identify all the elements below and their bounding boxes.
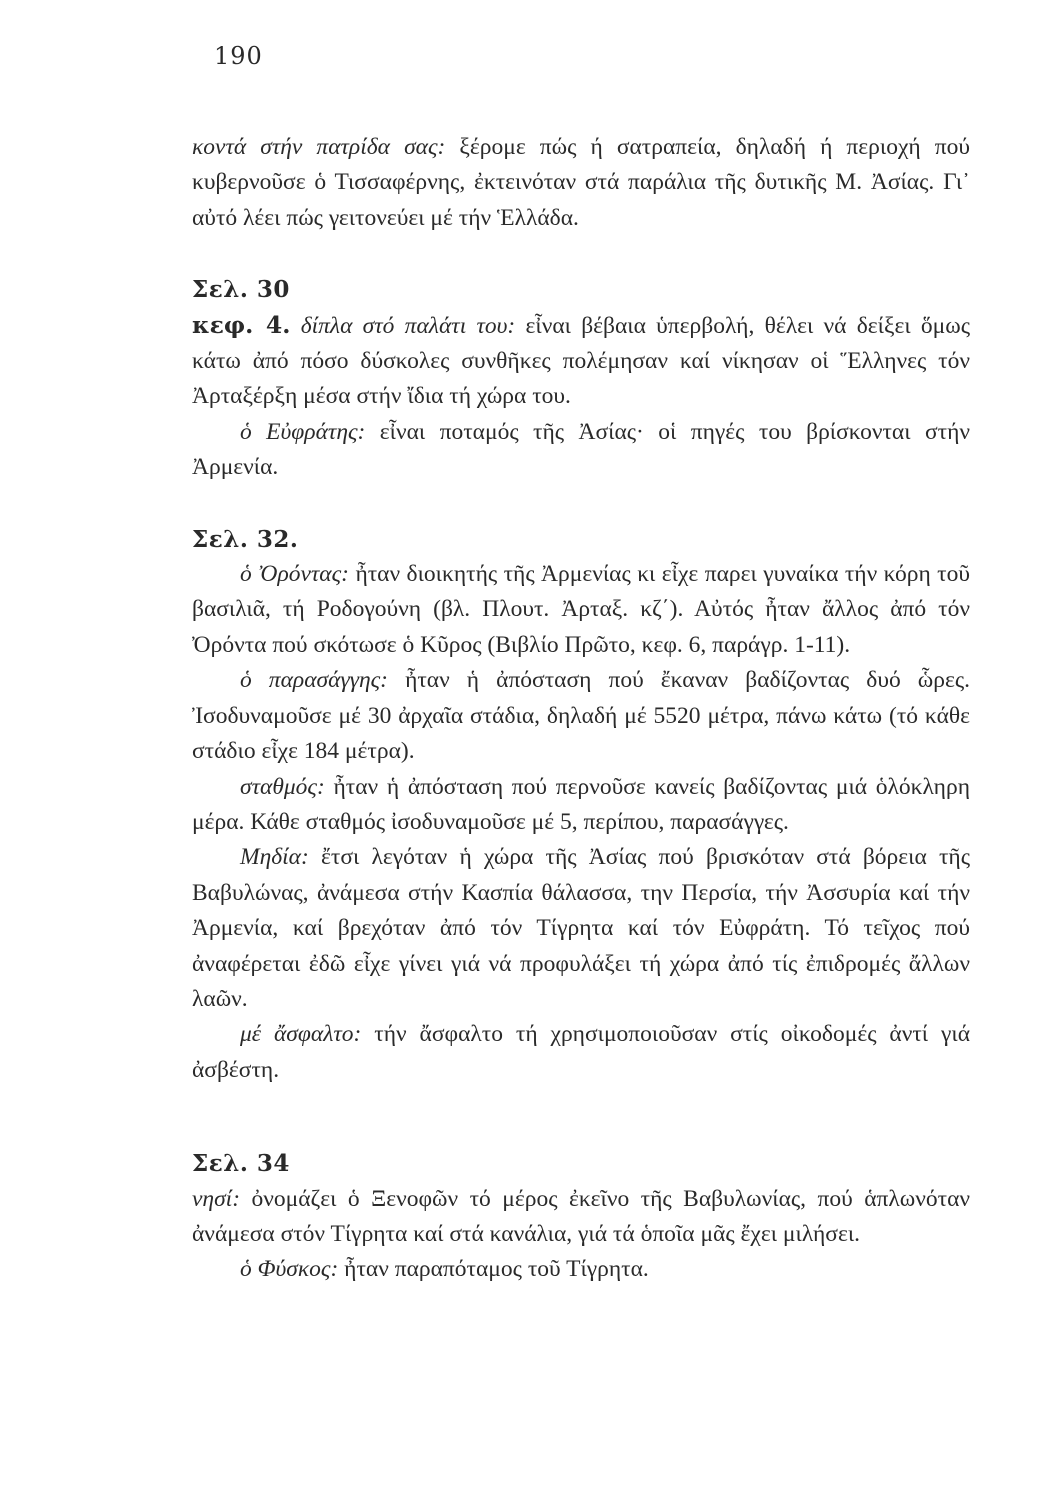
entry-text: ἦταν διοικητής τῆς Ἀρμενίας κι εἶχε παρει γυναίκα τήν κόρη τοῦ βασιλιᾶ, τή Ροδογούνη (βλ. Πλουτ. Ἀρταξ. κζ΄). Αὐτός ἦταν ἄλλος ἀπό τόν Ὀρόντα πού σκότωσε ὁ Κῦρος (Βιβλίο Πρῶτο, κεφ. 6, παράγρ. 1-11).	[192, 561, 970, 658]
entry-text: τήν ἄσφαλτο τή χρησιμοποιοῦσαν στίς οἰκοδομές ἀντί γιά ἀσβέστη.	[192, 1021, 971, 1083]
entry-term: νησί:	[192, 1185, 241, 1212]
entry-term: δίπλα στό παλάτι του:	[300, 312, 516, 339]
page-number: 190	[214, 42, 263, 70]
entry-term: ὁ Εὐφράτης:	[240, 418, 366, 445]
section-heading: Σελ. 30	[192, 276, 290, 304]
entry-text: ἦταν ἡ ἀπόσταση πού περνοῦσε κανείς βαδίζοντας μιά ὁλόκληρη μέρα. Κάθε σταθμός ἰσοδυναμοῦσε μέ 5, περίπου, παρασάγγες.	[192, 773, 970, 835]
page-body	[192, 130, 970, 1288]
entry	[192, 663, 970, 769]
entry-term: Μηδία:	[240, 844, 309, 871]
entry-term: ὁ Ὀρόντας:	[240, 561, 350, 588]
entry	[192, 1017, 970, 1088]
entry-term: ὁ Φύσκος:	[240, 1256, 339, 1283]
entry-term: ὁ παρασάγγης:	[240, 667, 388, 694]
entry-term: κοντά στήν πατρίδα σας:	[192, 134, 446, 160]
intro-entry	[192, 130, 970, 236]
entry-term: μέ ἄσφαλτο:	[240, 1021, 362, 1048]
entry-text: εἶναι βέβαια ὑπερβολή, θέλει νά δείξει ὅμως κάτω ἀπό πόσο δύσκολες συνθῆκες πολέμησαν καί νίκησαν οἱ Ἕλληνες τόν Ἀρταξέρξη μέσα στήν ἴδια τή χώρα του.	[192, 312, 971, 410]
entry	[192, 308, 970, 415]
entry-term: σταθμός:	[240, 773, 325, 800]
entry-text: ἦταν παραπόταμος τοῦ Τίγρητα.	[344, 1256, 649, 1283]
entry-text: ἔτσι λεγόταν ἡ χώρα τῆς Ἀσίας πού βρισκόταν στά βόρεια τῆς Βαβυλώνας, ἀνάμεσα στήν Κασπία θάλασσα, την Περσία, τήν Ἀσσυρία καί τήν Ἀρμενία, καί βρεχόταν ἀπό τόν Τίγρητα καί τόν Εὐφράτη. Τό τεῖχος πού ἀναφέρεται ἐδῶ εἶχε γίνει γιά νά προφυλάξει τή χώρα ἀπό τίς ἐπιδρομές ἄλλων λαῶν.	[192, 844, 970, 1012]
entry-text: ὀνομάζει ὁ Ξενοφῶν τό μέρος ἐκεῖνο τῆς Βαβυλωνίας, πού ἁπλωνόταν ἀνάμεσα στόν Τίγρητα καί στά κανάλια, γιά τά ὁποῖα μᾶς ἔχει μιλήσει.	[192, 1185, 971, 1247]
entry	[192, 1182, 970, 1253]
entry-text: ξέρομε πώς ή σατραπεία, δηλαδή ή περιοχή πού κυβερνοῦσε ὁ Τισσαφέρνης, ἐκτεινόταν στά παράλια τῆς δυτικῆς Μ. Ἀσίας. Γι᾽ αὐτό λέει πώς γειτονεύει μέ τήν Ἑλλάδα.	[192, 134, 970, 231]
section-heading: Σελ. 32.	[192, 525, 299, 553]
entry	[192, 770, 970, 841]
section-heading: Σελ. 34	[192, 1150, 290, 1178]
entry	[192, 415, 970, 486]
entry	[192, 1252, 970, 1287]
entry	[192, 840, 970, 1017]
entry-text: εἶναι ποταμός τῆς Ἀσίας· οἱ πηγές του βρίσκονται στήν Ἀρμενία.	[192, 418, 971, 481]
entry-text: ἦταν ἡ ἀπόσταση πού ἔκαναν βαδίζοντας δυό ὧρες. Ἰσοδυναμοῦσε μέ 30 ἀρχαῖα στάδια, δηλαδή μέ 5520 μέτρα, πάνω κάτω (τό κάθε στάδιο εἶχε 184 μέτρα).	[192, 667, 971, 765]
entry	[192, 557, 970, 663]
chapter-ref: κεφ. 4.	[192, 310, 291, 339]
